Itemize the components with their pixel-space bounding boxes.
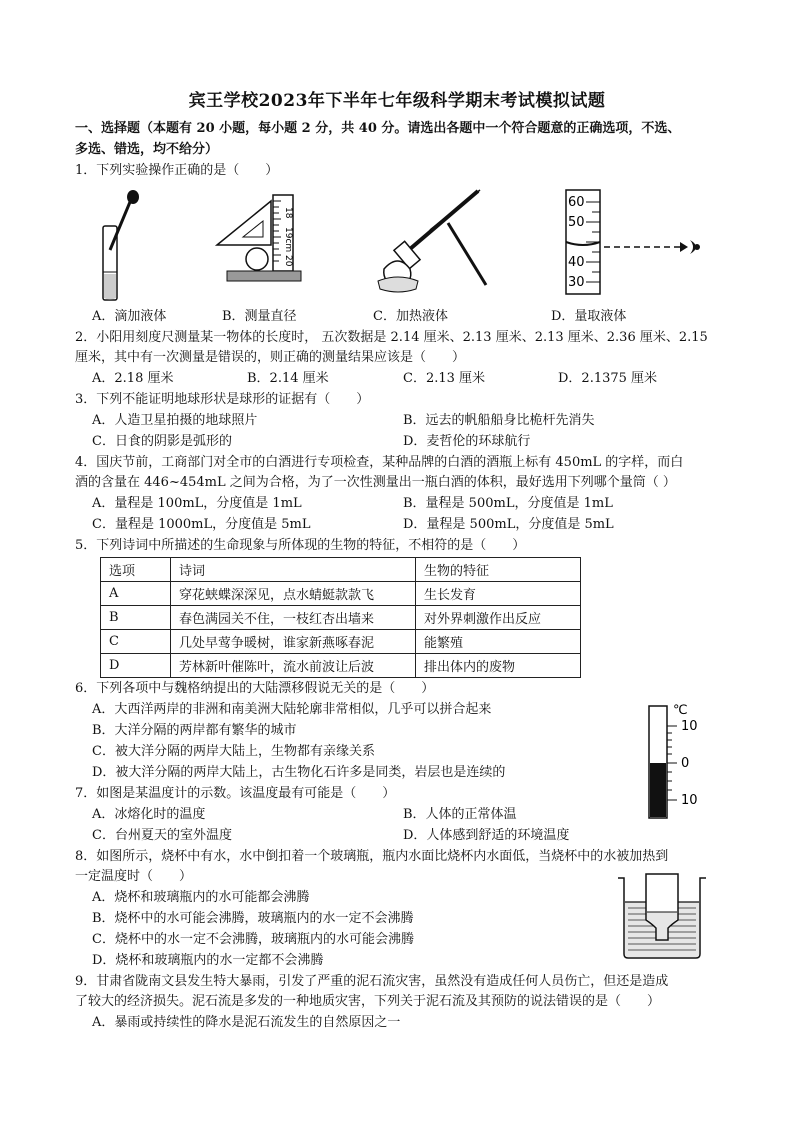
table-header: 生物的特征 (416, 558, 581, 582)
diameter-measure-figure (213, 193, 313, 283)
q7-stem: 7．如图是某温度计的示数。该温度最有可能是（ ） (75, 786, 396, 801)
q4-option-b[interactable]: B．量程是 500mL，分度值是 1mL (403, 496, 613, 511)
graduated-cylinder-figure (556, 190, 716, 295)
q3-stem: 3．下列不能证明地球形状是球形的证据有（ ） (75, 392, 370, 407)
table-cell: C (101, 630, 171, 654)
q2-stem-cont: 厘米，其中有一次测量是错误的，则正确的测量结果应该是（ ） (75, 350, 466, 365)
q1-option-b[interactable]: B．测量直径 (222, 309, 297, 324)
cyl-mark-50: 50 (568, 215, 585, 230)
section-heading (75, 120, 680, 138)
q8-option-c[interactable]: C．烧杯中的水一定不会沸腾，玻璃瓶内的水可能会沸腾 (92, 932, 414, 947)
q7-option-a[interactable]: A．冰熔化时的温度 (92, 807, 206, 822)
ruler-mark-20: 20 (283, 255, 293, 267)
section-instructions-cont: 多选、错选，均不给分） (75, 142, 219, 157)
q1-option-c[interactable]: C．加热液体 (373, 309, 448, 324)
dropper-figure (90, 188, 150, 306)
page-title: 宾王学校2023年下半年七年级科学期末考试模拟试题 (188, 91, 606, 111)
q8-option-b[interactable]: B．烧杯中的水可能会沸腾，玻璃瓶内的水一定不会沸腾 (92, 911, 414, 926)
table-row (101, 654, 581, 678)
q6-option-b[interactable]: B．大洋分隔的两岸都有繁华的城市 (92, 723, 297, 738)
q2-option-d[interactable]: D．2.1375 厘米 (558, 371, 658, 386)
cyl-mark-30: 30 (568, 275, 585, 290)
q7-option-d[interactable]: D．人体感到舒适的环境温度 (403, 828, 570, 843)
q6-option-a[interactable]: A．大西洋两岸的非洲和南美洲大陆轮廓非常相似，几乎可以拼合起来 (92, 702, 492, 717)
table-row (101, 630, 581, 654)
table-cell: 春色满园关不住，一枝红杏出墙来 (171, 606, 416, 630)
table-cell: 芳林新叶催陈叶，流水前波让后波 (171, 654, 416, 678)
q4-option-c[interactable]: C．量程是 1000mL，分度值是 5mL (92, 517, 311, 532)
thermometer-figure (645, 702, 715, 820)
table-cell: A (101, 582, 171, 606)
q3-option-c[interactable]: C．日食的阴影是弧形的 (92, 434, 232, 449)
table-cell: 排出体内的废物 (416, 654, 581, 678)
table-row (101, 582, 581, 606)
table-cell: D (101, 654, 171, 678)
thermo-mark-minus10: 10 (681, 793, 698, 808)
q3-option-b[interactable]: B．远去的帆船船身比桅杆先消失 (403, 413, 595, 428)
thermometer-liquid (650, 763, 666, 817)
q7-option-b[interactable]: B．人体的正常体温 (403, 807, 517, 822)
q5-stem: 5．下列诗词中所描述的生命现象与所体现的生物的特征，不相符的是（ ） (75, 538, 526, 553)
q2-option-c[interactable]: C．2.13 厘米 (403, 371, 486, 386)
table-cell: 能繁殖 (416, 630, 581, 654)
q7-option-c[interactable]: C．台州夏天的室外温度 (92, 828, 232, 843)
section-instructions: （本题有 20 小题，每小题 2 分，共 40 分。请选出各题中一个符合题意的正确选项，不选、 (140, 121, 681, 136)
q9-option-a[interactable]: A．暴雨或持续性的降水是泥石流发生的自然原因之一 (92, 1015, 401, 1030)
q2-stem: 2．小阳用刻度尺测量某一物体的长度时， 五次数据是 2.14 厘米、2.13 厘米、2.13 厘米、2.36 厘米、2.15 (75, 330, 708, 345)
q4-stem-cont: 酒的含量在 446~454mL 之间为合格，为了一次性测量出一瓶白酒的体积，最好选用下列哪个量筒（ ） (75, 475, 676, 490)
q6-option-c[interactable]: C．被大洋分隔的两岸大陆上，生物都有亲缘关系 (92, 744, 375, 759)
q9-stem: 9．甘肃省陇南文县发生特大暴雨，引发了严重的泥石流灾害，虽然没有造成任何人员伤亡，但还是造成 (75, 974, 669, 989)
q6-option-d[interactable]: D．被大洋分隔的两岸大陆上，古生物化石许多是同类，岩层也是连续的 (92, 765, 506, 780)
q8-stem-cont: 一定温度时（ ） (75, 869, 193, 884)
beaker-figure (612, 872, 712, 962)
q1-stem: 1．下列实验操作正确的是（ ） (75, 163, 279, 178)
q6-stem: 6．下列各项中与魏格纳提出的大陆漂移假说无关的是（ ） (75, 681, 435, 696)
thermo-unit: ℃ (673, 703, 688, 718)
thermo-mark-0: 0 (681, 756, 690, 771)
q1-option-d[interactable]: D．量取液体 (551, 309, 627, 324)
cyl-mark-60: 60 (568, 195, 585, 210)
cyl-mark-40: 40 (568, 255, 585, 270)
section-title: 一、选择题 (75, 121, 141, 136)
q8-option-a[interactable]: A．烧杯和玻璃瓶内的水可能都会沸腾 (92, 890, 310, 905)
heating-liquid-figure (370, 185, 495, 295)
table-cell: 对外界刺激作出反应 (416, 606, 581, 630)
q8-option-d[interactable]: D．烧杯和玻璃瓶内的水一定都不会沸腾 (92, 953, 324, 968)
table-cell: B (101, 606, 171, 630)
table-header: 选项 (101, 558, 171, 582)
q4-option-d[interactable]: D．量程是 500mL，分度值是 5mL (403, 517, 614, 532)
table-cell: 几处早莺争暖树，谁家新燕啄春泥 (171, 630, 416, 654)
q3-option-a[interactable]: A．人造卫星拍摄的地球照片 (92, 413, 258, 428)
q2-option-a[interactable]: A．2.18 厘米 (92, 371, 174, 386)
table-row (101, 606, 581, 630)
q9-stem-cont: 了较大的经济损失。泥石流是多发的一种地质灾害，下列关于泥石流及其预防的说法错误的是（ ） (75, 994, 661, 1009)
q8-stem: 8．如图所示，烧杯中有水，水中倒扣着一个玻璃瓶，瓶内水面比烧杯内水面低，当烧杯中的水被加热到 (75, 849, 669, 864)
q2-option-b[interactable]: B．2.14 厘米 (247, 371, 329, 386)
table-cell: 生长发育 (416, 582, 581, 606)
table-header: 诗词 (171, 558, 416, 582)
table-header-row (101, 558, 581, 582)
q1-option-a[interactable]: A．滴加液体 (92, 309, 167, 324)
thermo-mark-10: 10 (681, 719, 698, 734)
table-cell: 穿花蛱蝶深深见，点水蜻蜓款款飞 (171, 582, 416, 606)
q5-table (100, 557, 581, 678)
q3-option-d[interactable]: D．麦哲伦的环球航行 (403, 434, 531, 449)
ruler-mark-18: 18 (283, 207, 293, 219)
q4-stem: 4．国庆节前，工商部门对全市的白酒进行专项检查，某种品牌的白酒的酒瓶上标有 450mL 的字样，而白 (75, 455, 684, 470)
q4-option-a[interactable]: A．量程是 100mL，分度值是 1mL (92, 496, 302, 511)
ruler-mark-19cm: 19cm (283, 227, 293, 253)
